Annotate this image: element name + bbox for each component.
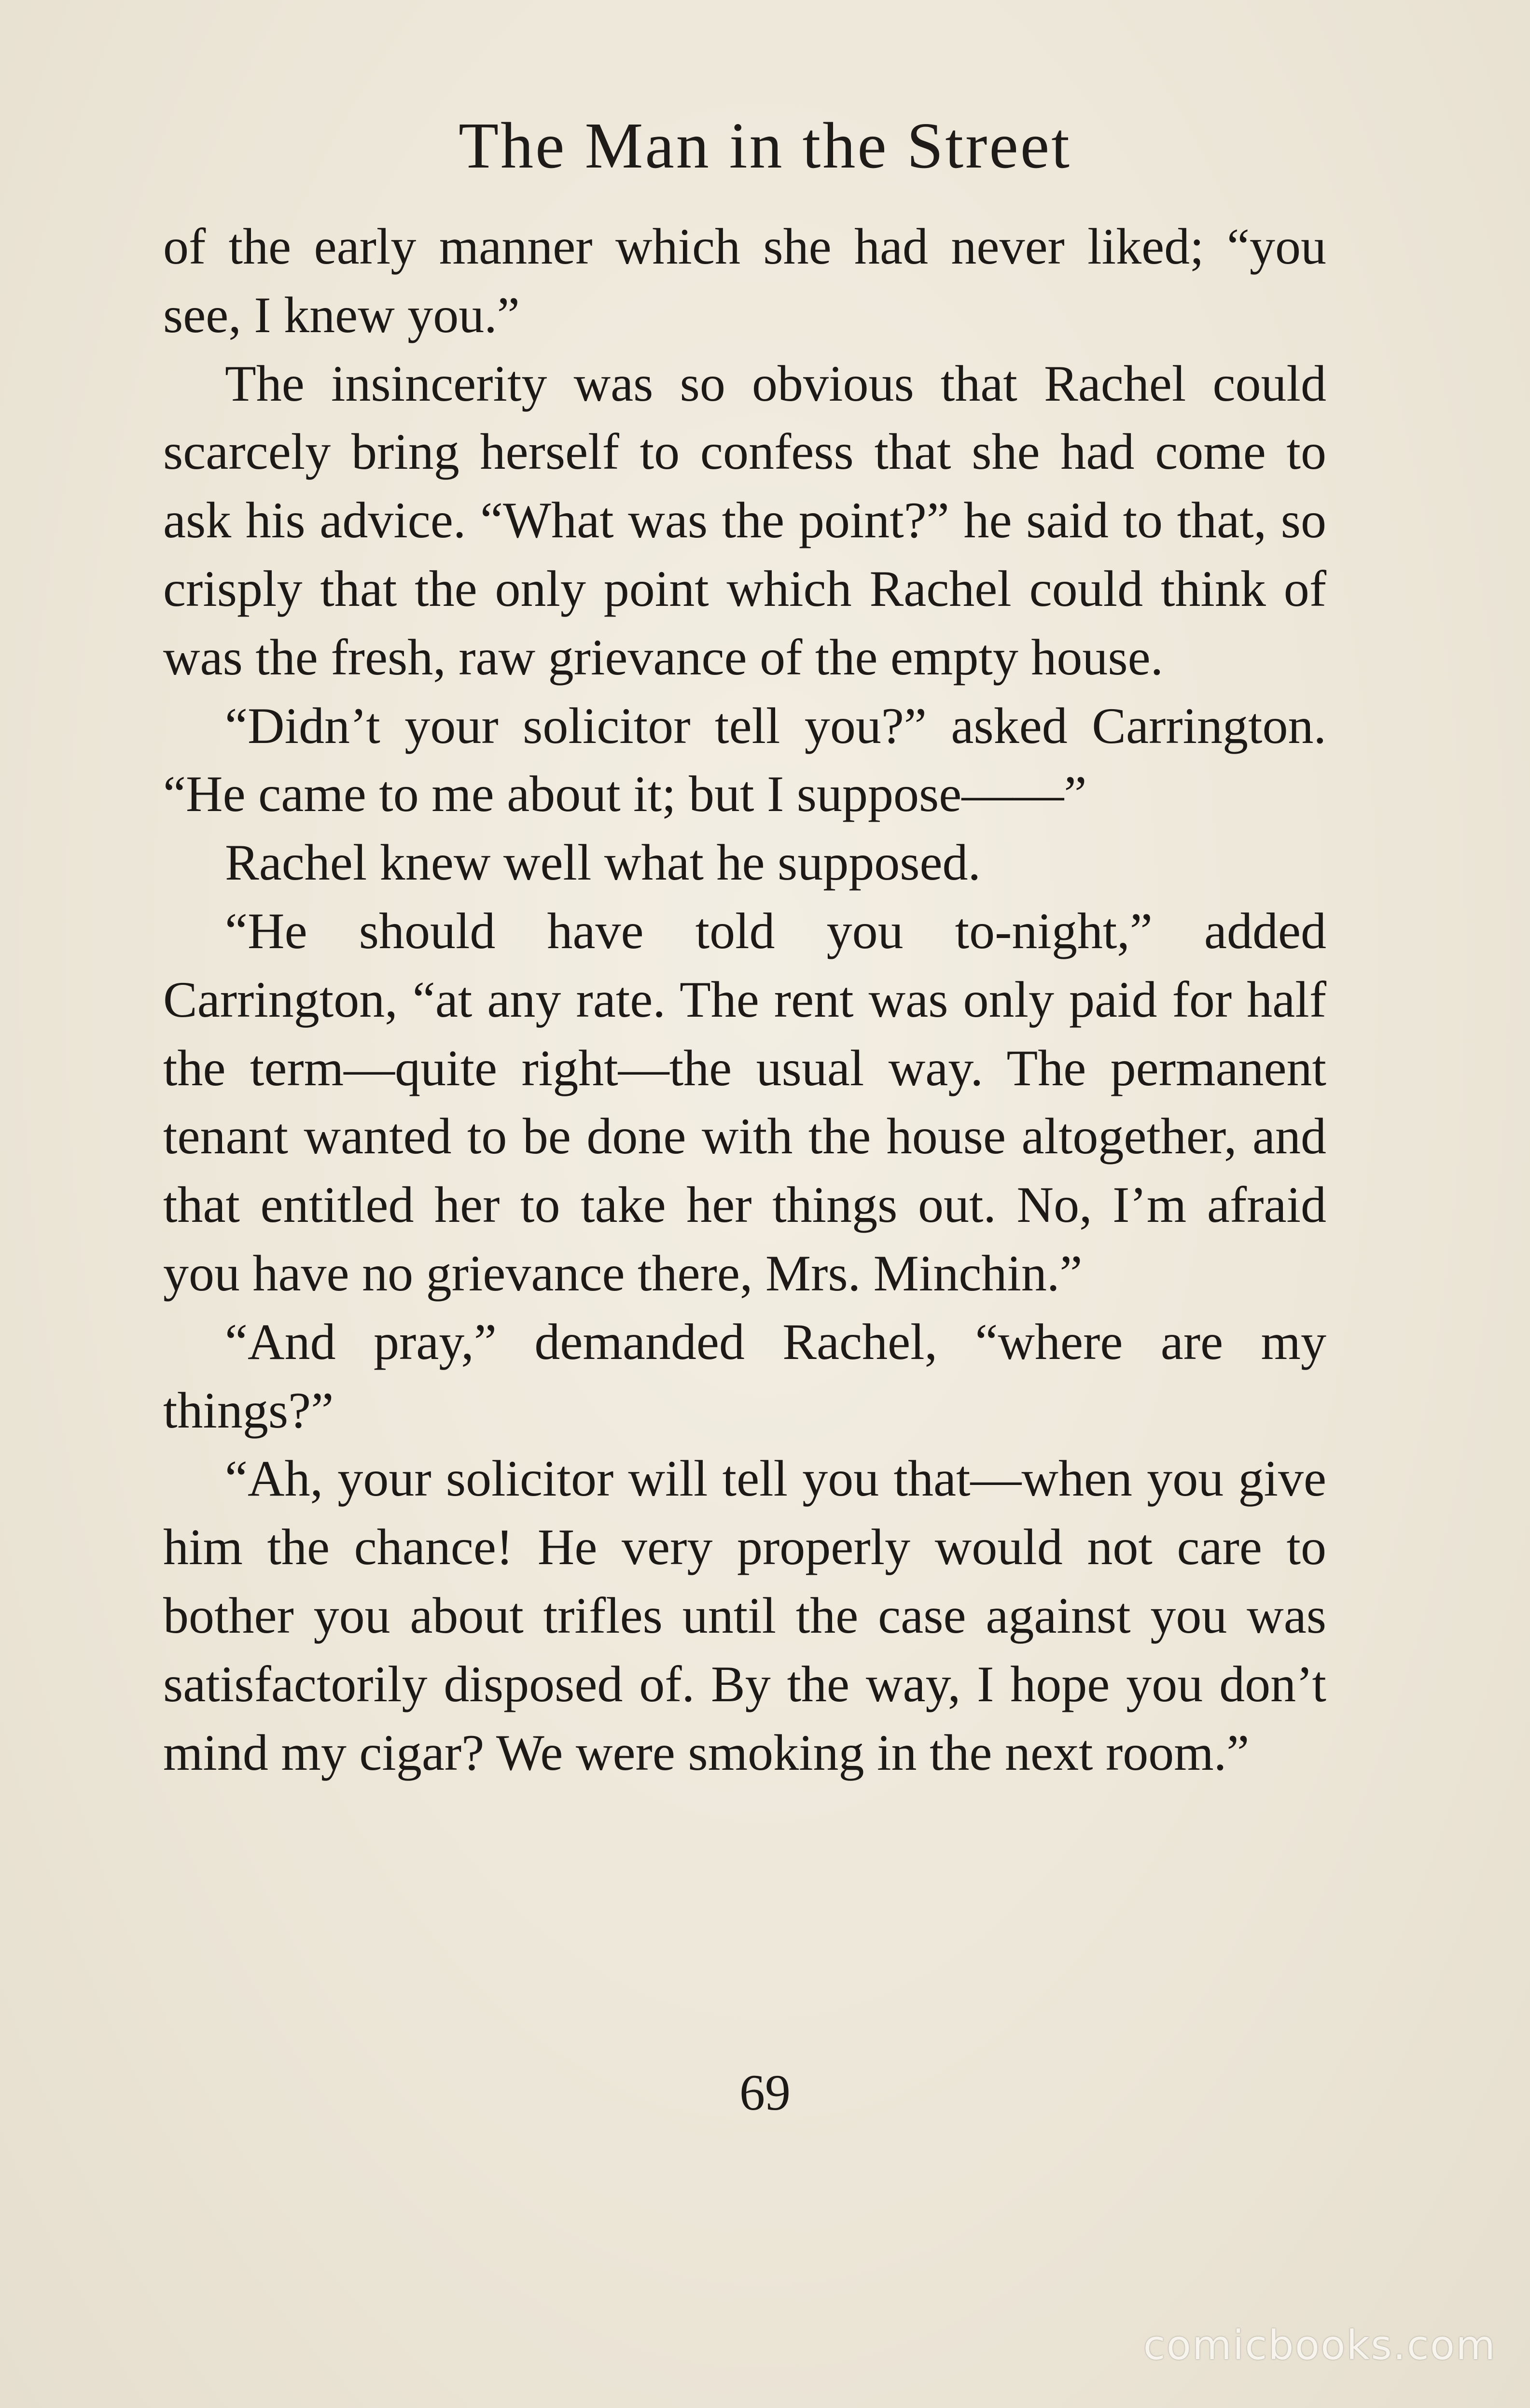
body-text [163,212,1326,1787]
paragraph: Rachel knew well what he supposed. [225,834,981,891]
paragraph-continued: of the early manner which she had never liked; “you see, I knew you.” [163,218,1326,343]
paragraph: The insincerity was so obvious that Rachel could scarcely bring herself to confess that she had come to ask his advice. “What was the point?” he said to that, so crisply that the only point which Rachel could think of was the fresh, raw grievance of the empty house. [163,355,1326,686]
watermark: comicbooks.com [1143,2322,1496,2369]
paragraph: “And pray,” demanded Rachel, “where are my things?” [163,1313,1326,1439]
paragraph: “Ah, your solicitor will tell you that—when you give him the chance! He very properly would not care to bother you about trifles until the case against you was satisfactorily disposed of. By the way, I hope you don’t mind my cigar? We were smoking in the next room.” [163,1450,1326,1781]
page-number: 69 [739,2064,791,2121]
paragraph: “Didn’t your solicitor tell you?” asked Carrington. “He came to me about it; but I suppose——” [163,697,1326,823]
paragraph: “He should have told you to-night,” added Carrington, “at any rate. The rent was only paid for half the term—quite right—the usual way. The permanent tenant wanted to be done with the house altogether, and that entitled her to take her things out. No, I’m afraid you have no grievance there, Mrs. Minchin.” [163,902,1326,1302]
running-head: The Man in the Street [459,110,1071,182]
